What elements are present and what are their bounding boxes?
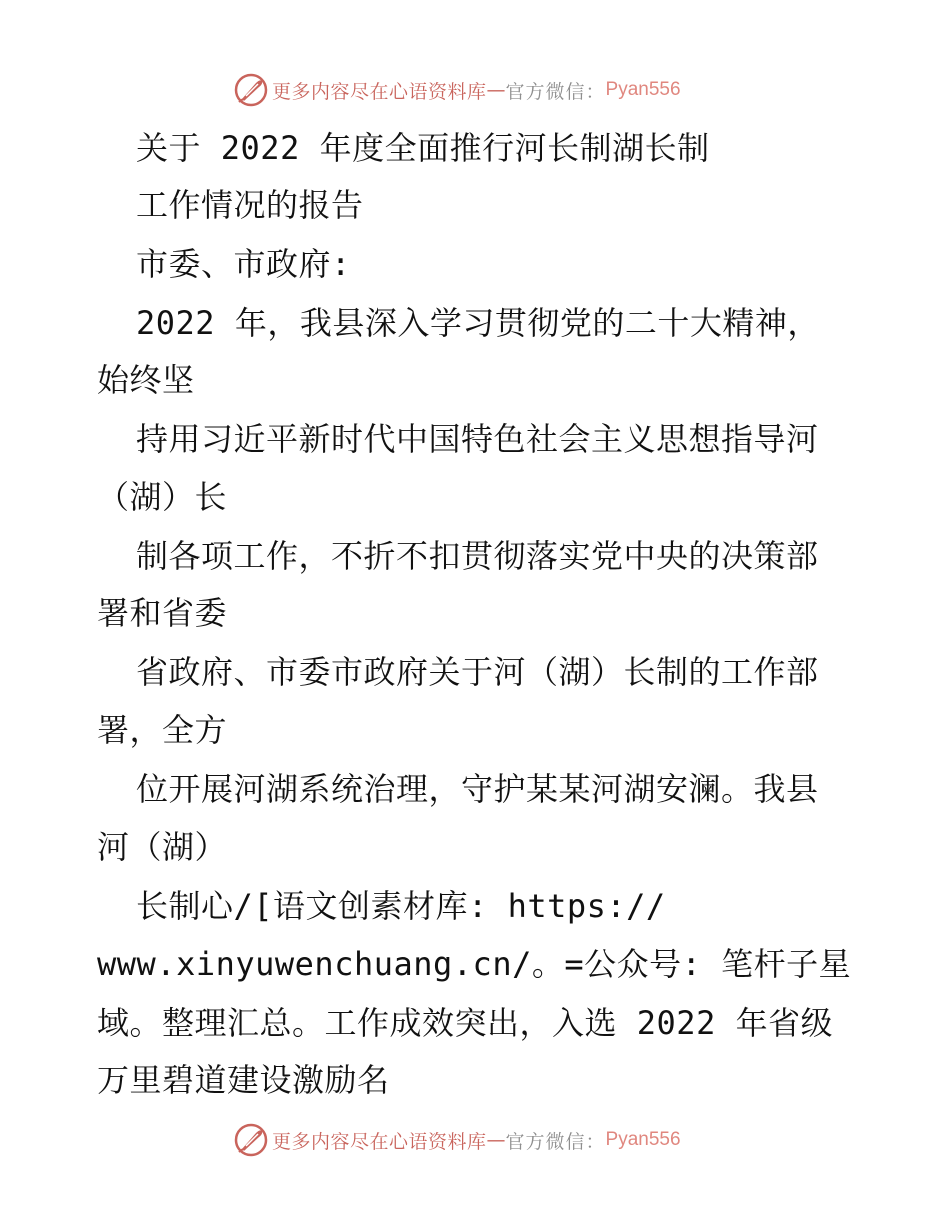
title-line-1: 关于 2022 年度全面推行河长制湖长制 <box>136 129 710 167</box>
footer-promo-text: 更多内容尽在心语资料库 <box>272 1130 487 1153</box>
text-line: 署，全方 <box>97 711 228 749</box>
text-line: 位开展河湖系统治理，守护某某河湖安澜。我县 <box>136 770 819 808</box>
header-dash: — <box>486 79 506 101</box>
footer-wechat-label: 官方微信： <box>505 1130 606 1153</box>
title-line-2: 工作情况的报告 <box>136 186 364 224</box>
text-line: 2022 年，我县深入学习贯彻党的二十大精神， <box>136 304 820 342</box>
text-line: 持用习近平新时代中国特色社会主义思想指导河 <box>136 420 819 458</box>
text-line: www.xinyuwenchuang.cn/。=公众号: 笔杆子星 <box>97 945 852 983</box>
header-wechat-id: Pyan556 <box>605 79 681 100</box>
quill-logo-icon <box>234 1123 268 1157</box>
salutation-line: 市委、市政府: <box>136 245 351 283</box>
text-line: 始终坚 <box>97 361 195 399</box>
text-line: 省政府、市委市政府关于河（湖）长制的工作部 <box>136 653 819 691</box>
text-line: 长制心/[语文创素材库: https:// <box>136 887 666 925</box>
header-watermark <box>234 73 681 107</box>
footer-wechat-id: Pyan556 <box>605 1129 681 1150</box>
header-wechat-label: 官方微信： <box>505 80 606 103</box>
footer-watermark <box>234 1123 681 1157</box>
text-line: （湖）长 <box>97 478 228 516</box>
text-line: 制各项工作，不折不扣贯彻落实党中央的决策部 <box>136 537 819 575</box>
text-line: 域。整理汇总。工作成效突出，入选 2022 年省级 <box>97 1004 834 1042</box>
text-line: 万里碧道建设激励名 <box>97 1061 390 1099</box>
footer-dash: — <box>486 1129 506 1151</box>
header-promo-text: 更多内容尽在心语资料库 <box>272 80 487 103</box>
text-line: 河（湖） <box>97 828 228 866</box>
text-line: 署和省委 <box>97 594 228 632</box>
quill-logo-icon <box>234 73 268 107</box>
